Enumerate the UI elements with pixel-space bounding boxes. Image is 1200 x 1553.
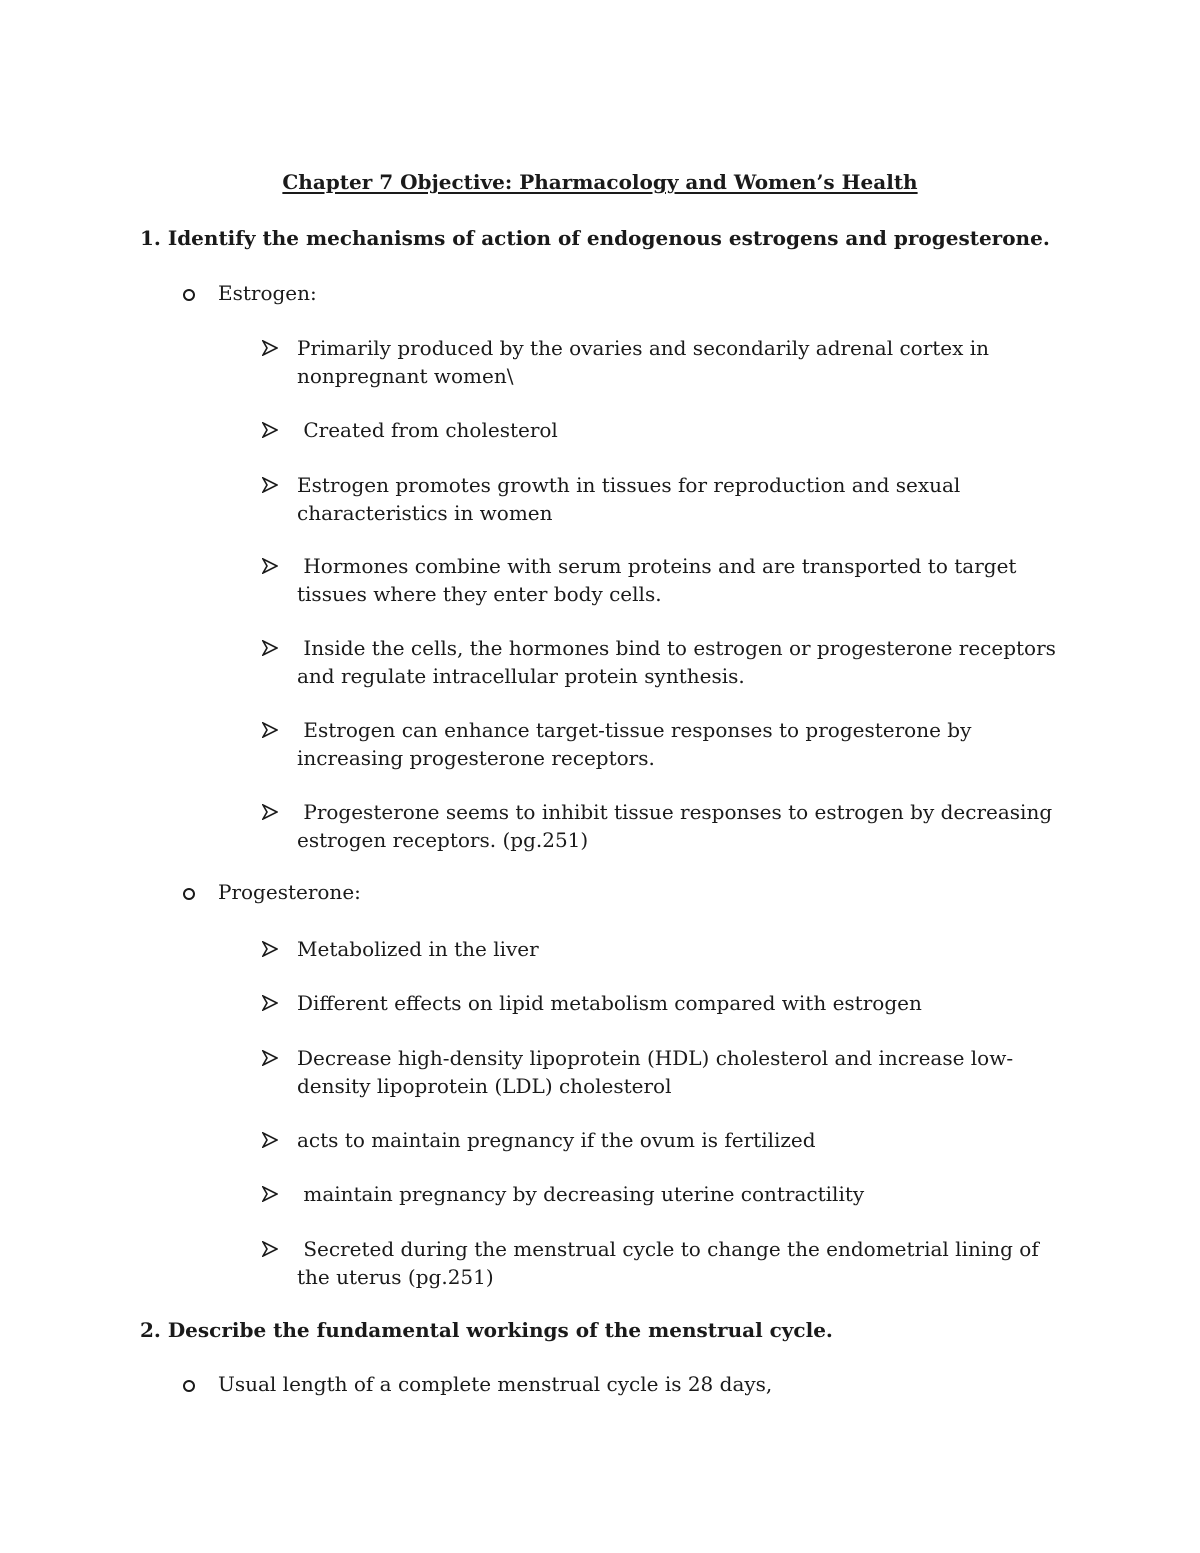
list-item-text: acts to maintain pregnancy if the ovum is fertilized (297, 1128, 816, 1152)
circle-bullet-icon (183, 1380, 195, 1392)
list-item-text: Primarily produced by the ovaries and secondarily adrenal cortex in nonpregnant women\ (297, 336, 990, 388)
arrow-bullet-icon (262, 340, 278, 356)
arrow-bullet-icon (262, 558, 278, 574)
circle-bullet-icon (183, 888, 195, 900)
arrow-bullet-icon (262, 422, 278, 438)
list-item-text: Decrease high-density lipoprotein (HDL) cholesterol and increase low-density lipoprotein (LDL) cholesterol (297, 1046, 1014, 1098)
arrow-bullet-icon (262, 477, 278, 493)
arrow-bullet-icon (262, 1132, 278, 1148)
list-item-text: Estrogen promotes growth in tissues for reproduction and sexual characteristics in women (297, 473, 961, 525)
list-item-text: Estrogen can enhance target-tissue responses to progesterone by increasing progesterone receptors. (297, 718, 978, 770)
arrow-bullet-icon (262, 722, 278, 738)
arrow-bullet-icon (262, 804, 278, 820)
list-item-text: Hormones combine with serum proteins and are transported to target tissues where they enter body cells. (297, 554, 1023, 606)
question-1-heading: 1. Identify the mechanisms of action of endogenous estrogens and progesterone. (140, 226, 1050, 250)
arrow-bullet-icon (262, 1241, 278, 1257)
list-item-text: Inside the cells, the hormones bind to estrogen or progesterone receptors and regulate intracellular protein synthesis. (297, 636, 1063, 688)
arrow-bullet-icon (262, 995, 278, 1011)
subheading-label: Estrogen: (218, 281, 317, 305)
arrow-bullet-icon (262, 1186, 278, 1202)
list-item-text: Secreted during the menstrual cycle to change the endometrial lining of the uterus (pg.251) (297, 1237, 1046, 1289)
list-item-text: maintain pregnancy by decreasing uterine contractility (297, 1182, 865, 1206)
list-item-text: Created from cholesterol (297, 418, 558, 442)
list-item-text: Progesterone seems to inhibit tissue responses to estrogen by decreasing estrogen receptors. (pg.251) (297, 800, 1059, 852)
circle-bullet-icon (183, 289, 195, 301)
arrow-bullet-icon (262, 941, 278, 957)
list-item-text: Usual length of a complete menstrual cycle is 28 days, (218, 1372, 773, 1396)
list-item-text: Metabolized in the liver (297, 937, 539, 961)
page-title: Chapter 7 Objective: Pharmacology and Women’s Health (282, 170, 918, 194)
arrow-bullet-icon (262, 1050, 278, 1066)
subheading-label: Progesterone: (218, 880, 361, 904)
arrow-bullet-icon (262, 640, 278, 656)
question-2-heading: 2. Describe the fundamental workings of the menstrual cycle. (140, 1318, 833, 1342)
list-item-text: Different effects on lipid metabolism compared with estrogen (297, 991, 922, 1015)
